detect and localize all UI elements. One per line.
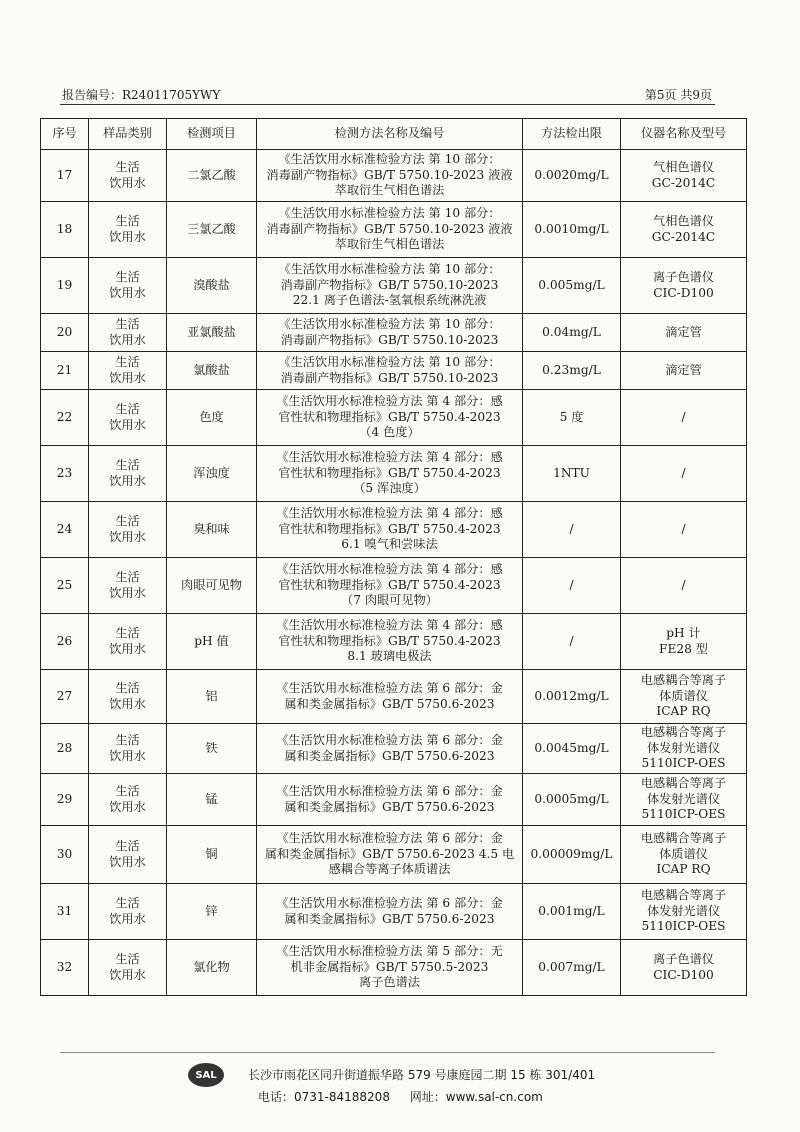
instrument-line: 电感耦合等离子 xyxy=(640,888,727,903)
category-line: 生活 xyxy=(115,402,140,416)
row-number: 31 xyxy=(41,884,89,940)
method-line: 《生活饮用水标准检验方法 第 4 部分：感 xyxy=(276,618,503,633)
test-item: pH 值 xyxy=(167,614,257,670)
test-method xyxy=(257,314,523,352)
method-line: 官性状和物理指标》GB/T 5750.4-2023 xyxy=(278,577,501,592)
method-line: 萃取衍生气相色谱法 xyxy=(334,183,445,198)
instrument xyxy=(621,314,747,352)
col-header-category: 样品类别 xyxy=(89,119,167,150)
test-method xyxy=(257,202,523,258)
method-line: 《生活饮用水标准检验方法 第 4 部分：感 xyxy=(276,506,503,521)
sample-category xyxy=(89,502,167,558)
method-line: 《生活饮用水标准检验方法 第 6 部分：金 xyxy=(276,831,503,846)
category-line: 生活 xyxy=(115,160,140,174)
sample-category xyxy=(89,258,167,314)
category-line: 饮用水 xyxy=(109,175,146,190)
col-header-instrument: 仪器名称及型号 xyxy=(621,119,747,150)
test-method xyxy=(257,670,523,724)
sample-category xyxy=(89,826,167,884)
detection-limit: / xyxy=(523,558,621,614)
category-line: 饮用水 xyxy=(109,799,146,814)
row-number: 19 xyxy=(41,258,89,314)
company-website: 网址：www.sal-cn.com xyxy=(409,1090,543,1104)
method-line: （4 色度） xyxy=(359,425,420,440)
instrument-line: 体质谱仪 xyxy=(659,846,708,861)
sample-category xyxy=(89,150,167,202)
instrument-line: 电感耦合等离子 xyxy=(640,725,727,740)
method-line: 消毒副产物指标》GB/T 5750.10-2023 xyxy=(280,332,499,347)
company-contact xyxy=(258,1088,559,1105)
report-number: 报告编号：R24011705YWY xyxy=(62,88,221,102)
test-item: 氯化物 xyxy=(167,940,257,996)
test-method xyxy=(257,150,523,202)
sample-category xyxy=(89,202,167,258)
test-methods-table xyxy=(40,118,747,996)
instrument-line: 体发射光谱仪 xyxy=(646,740,721,755)
category-line: 生活 xyxy=(115,270,140,284)
instrument-line: 离子色谱仪 xyxy=(653,952,714,966)
method-line: 离子色谱法 xyxy=(359,975,420,990)
method-line: 《生活饮用水标准检验方法 第 6 部分：金 xyxy=(276,681,503,695)
table-row xyxy=(41,390,747,446)
test-method xyxy=(257,940,523,996)
instrument-line: GC-2014C xyxy=(651,229,716,244)
method-line: 感耦合等离子体质谱法 xyxy=(328,862,451,877)
row-number: 24 xyxy=(41,502,89,558)
category-line: 生活 xyxy=(115,733,140,747)
row-number: 21 xyxy=(41,352,89,390)
detection-limit: 0.001mg/L xyxy=(523,884,621,940)
instrument xyxy=(621,826,747,884)
table-row xyxy=(41,502,747,558)
method-line: 22.1 离子色谱法-氢氧根系统淋洗液 xyxy=(292,293,487,308)
instrument-line: 电感耦合等离子 xyxy=(640,673,727,688)
table-row xyxy=(41,150,747,202)
detection-limit: 0.005mg/L xyxy=(523,258,621,314)
method-line: 《生活饮用水标准检验方法 第 5 部分：无 xyxy=(276,944,503,959)
method-line: 萃取衍生气相色谱法 xyxy=(334,237,445,252)
method-line: 《生活饮用水标准检验方法 第 6 部分：金 xyxy=(276,896,503,910)
col-header-method: 检测方法名称及编号 xyxy=(257,119,523,150)
instrument-line: 滴定管 xyxy=(665,362,702,377)
instrument-line: CIC-D100 xyxy=(653,285,714,300)
test-item: 亚氯酸盐 xyxy=(167,314,257,352)
category-line: 生活 xyxy=(115,626,140,640)
category-line: 饮用水 xyxy=(109,585,146,600)
instrument-line: / xyxy=(681,577,686,592)
sample-category xyxy=(89,774,167,826)
category-line: 饮用水 xyxy=(109,285,146,300)
category-line: 饮用水 xyxy=(109,696,146,711)
instrument-line: ICAP RQ xyxy=(656,704,711,719)
row-number: 25 xyxy=(41,558,89,614)
instrument xyxy=(621,774,747,826)
method-line: 属和类金属指标》GB/T 5750.6-2023 xyxy=(284,696,495,711)
method-line: 属和类金属指标》GB/T 5750.6-2023 xyxy=(284,799,495,814)
method-line: 属和类金属指标》GB/T 5750.6-2023 4.5 电 xyxy=(264,846,515,861)
instrument-line: GC-2014C xyxy=(651,175,716,190)
detection-limit: 0.23mg/L xyxy=(523,352,621,390)
test-item: 肉眼可见物 xyxy=(167,558,257,614)
sample-category xyxy=(89,884,167,940)
table-row xyxy=(41,724,747,774)
test-item: 浑浊度 xyxy=(167,446,257,502)
test-item: 氯酸盐 xyxy=(167,352,257,390)
test-method xyxy=(257,826,523,884)
table-row xyxy=(41,670,747,724)
row-number: 18 xyxy=(41,202,89,258)
test-item: 臭和味 xyxy=(167,502,257,558)
instrument-line: 5110ICP-OES xyxy=(641,919,726,934)
instrument-line: 气相色谱仪 xyxy=(653,214,714,228)
method-line: 官性状和物理指标》GB/T 5750.4-2023 xyxy=(278,465,501,480)
table-row xyxy=(41,940,747,996)
sample-category xyxy=(89,558,167,614)
method-line: 消毒副产物指标》GB/T 5750.10-2023 液液 xyxy=(266,221,513,236)
test-method xyxy=(257,614,523,670)
detection-limit: 5 度 xyxy=(523,390,621,446)
row-number: 26 xyxy=(41,614,89,670)
instrument xyxy=(621,558,747,614)
detection-limit: 0.00009mg/L xyxy=(523,826,621,884)
sample-category xyxy=(89,724,167,774)
category-line: 生活 xyxy=(115,952,140,966)
method-line: 消毒副产物指标》GB/T 5750.10-2023 xyxy=(280,370,499,385)
method-line: 机非金属指标》GB/T 5750.5-2023 xyxy=(290,959,489,974)
company-phone: 电话：0731-84188208 xyxy=(258,1090,390,1104)
category-line: 生活 xyxy=(115,784,140,798)
instrument-line: / xyxy=(681,409,686,424)
detection-limit: 1NTU xyxy=(523,446,621,502)
method-line: 官性状和物理指标》GB/T 5750.4-2023 xyxy=(278,521,501,536)
col-header-limit: 方法检出限 xyxy=(523,119,621,150)
instrument xyxy=(621,150,747,202)
category-line: 生活 xyxy=(115,355,140,369)
detection-limit: / xyxy=(523,614,621,670)
table-row xyxy=(41,774,747,826)
test-item: 三氯乙酸 xyxy=(167,202,257,258)
instrument xyxy=(621,724,747,774)
sample-category xyxy=(89,352,167,390)
category-line: 饮用水 xyxy=(109,332,146,347)
method-line: 消毒副产物指标》GB/T 5750.10-2023 液液 xyxy=(266,167,513,182)
row-number: 17 xyxy=(41,150,89,202)
instrument-line: 滴定管 xyxy=(665,324,702,339)
instrument xyxy=(621,884,747,940)
category-line: 饮用水 xyxy=(109,370,146,385)
category-line: 饮用水 xyxy=(109,641,146,656)
sample-category xyxy=(89,390,167,446)
row-number: 30 xyxy=(41,826,89,884)
sample-category xyxy=(89,940,167,996)
test-item: 锌 xyxy=(167,884,257,940)
category-line: 饮用水 xyxy=(109,967,146,982)
method-line: 8.1 玻璃电极法 xyxy=(347,649,432,664)
category-line: 生活 xyxy=(115,896,140,910)
table-row xyxy=(41,446,747,502)
detection-limit: 0.0020mg/L xyxy=(523,150,621,202)
table-row xyxy=(41,352,747,390)
row-number: 22 xyxy=(41,390,89,446)
test-method xyxy=(257,352,523,390)
category-line: 生活 xyxy=(115,839,140,853)
test-method xyxy=(257,390,523,446)
sample-category xyxy=(89,614,167,670)
category-line: 生活 xyxy=(115,681,140,695)
instrument xyxy=(621,502,747,558)
method-line: （5 浑浊度） xyxy=(353,481,426,496)
instrument xyxy=(621,202,747,258)
company-logo: SAL xyxy=(188,1063,224,1087)
table-row xyxy=(41,884,747,940)
method-line: 消毒副产物指标》GB/T 5750.10-2023 xyxy=(280,277,499,292)
sample-category xyxy=(89,314,167,352)
instrument xyxy=(621,446,747,502)
test-item: 色度 xyxy=(167,390,257,446)
test-item: 溴酸盐 xyxy=(167,258,257,314)
method-line: 《生活饮用水标准检验方法 第 4 部分：感 xyxy=(276,562,503,577)
method-line: 《生活饮用水标准检验方法 第 4 部分：感 xyxy=(276,450,503,465)
category-line: 生活 xyxy=(115,570,140,584)
col-header-item: 检测项目 xyxy=(167,119,257,150)
detection-limit: / xyxy=(523,502,621,558)
row-number: 27 xyxy=(41,670,89,724)
instrument-line: / xyxy=(681,521,686,536)
instrument xyxy=(621,352,747,390)
category-line: 生活 xyxy=(115,514,140,528)
row-number: 32 xyxy=(41,940,89,996)
detection-limit: 0.0005mg/L xyxy=(523,774,621,826)
row-number: 29 xyxy=(41,774,89,826)
method-line: 《生活饮用水标准检验方法 第 4 部分：感 xyxy=(276,394,503,409)
test-method xyxy=(257,502,523,558)
instrument-line: 离子色谱仪 xyxy=(653,270,714,284)
footer-divider xyxy=(60,1052,715,1053)
test-item: 二氯乙酸 xyxy=(167,150,257,202)
test-item: 铁 xyxy=(167,724,257,774)
category-line: 饮用水 xyxy=(109,854,146,869)
method-line: 官性状和物理指标》GB/T 5750.4-2023 xyxy=(278,633,501,648)
company-address: 长沙市雨花区同升街道振华路 579 号康庭园二期 15 栋 301/401 xyxy=(248,1068,596,1082)
method-line: 《生活饮用水标准检验方法 第 10 部分： xyxy=(278,317,501,331)
table-row xyxy=(41,258,747,314)
category-line: 生活 xyxy=(115,214,140,228)
category-line: 饮用水 xyxy=(109,473,146,488)
instrument-line: / xyxy=(681,465,686,480)
page-info: 第5页 共9页 xyxy=(644,88,712,102)
detection-limit: 0.0045mg/L xyxy=(523,724,621,774)
instrument-line: 电感耦合等离子 xyxy=(640,831,727,846)
instrument-line: 气相色谱仪 xyxy=(653,160,714,174)
test-method xyxy=(257,724,523,774)
test-method xyxy=(257,446,523,502)
instrument-line: 5110ICP-OES xyxy=(641,807,726,822)
category-line: 饮用水 xyxy=(109,229,146,244)
instrument-line: 体发射光谱仪 xyxy=(646,791,721,806)
method-line: 官性状和物理指标》GB/T 5750.4-2023 xyxy=(278,409,501,424)
test-method xyxy=(257,884,523,940)
detection-limit: 0.0012mg/L xyxy=(523,670,621,724)
detection-limit: 0.007mg/L xyxy=(523,940,621,996)
sample-category xyxy=(89,670,167,724)
detection-limit: 0.0010mg/L xyxy=(523,202,621,258)
instrument xyxy=(621,940,747,996)
method-line: （7 肉眼可见物） xyxy=(341,593,438,608)
test-method xyxy=(257,258,523,314)
category-line: 饮用水 xyxy=(109,748,146,763)
table-row xyxy=(41,826,747,884)
instrument-line: ICAP RQ xyxy=(656,862,711,877)
instrument-line: pH 计 xyxy=(666,626,701,640)
header-divider xyxy=(60,104,715,105)
category-line: 饮用水 xyxy=(109,911,146,926)
method-line: 《生活饮用水标准检验方法 第 6 部分：金 xyxy=(276,733,503,747)
row-number: 28 xyxy=(41,724,89,774)
method-line: 属和类金属指标》GB/T 5750.6-2023 xyxy=(284,748,495,763)
category-line: 饮用水 xyxy=(109,417,146,432)
method-line: 属和类金属指标》GB/T 5750.6-2023 xyxy=(284,911,495,926)
method-line: 《生活饮用水标准检验方法 第 10 部分： xyxy=(278,262,501,277)
method-line: 《生活饮用水标准检验方法 第 10 部分： xyxy=(278,206,501,221)
table-row xyxy=(41,558,747,614)
test-item: 铝 xyxy=(167,670,257,724)
instrument xyxy=(621,614,747,670)
method-line: 《生活饮用水标准检验方法 第 6 部分：金 xyxy=(276,784,503,798)
sample-category xyxy=(89,446,167,502)
category-line: 饮用水 xyxy=(109,529,146,544)
instrument-line: 体发射光谱仪 xyxy=(646,903,721,918)
test-method xyxy=(257,774,523,826)
instrument xyxy=(621,390,747,446)
instrument-line: FE28 型 xyxy=(659,641,708,656)
instrument xyxy=(621,258,747,314)
category-line: 生活 xyxy=(115,317,140,331)
table-header-row xyxy=(41,119,747,150)
table-row xyxy=(41,614,747,670)
method-line: 《生活饮用水标准检验方法 第 10 部分： xyxy=(278,152,501,167)
instrument xyxy=(621,670,747,724)
row-number: 20 xyxy=(41,314,89,352)
category-line: 生活 xyxy=(115,458,140,472)
row-number: 23 xyxy=(41,446,89,502)
test-item: 锰 xyxy=(167,774,257,826)
col-header-no: 序号 xyxy=(41,119,89,150)
table-row xyxy=(41,314,747,352)
table-row xyxy=(41,202,747,258)
method-line: 《生活饮用水标准检验方法 第 10 部分： xyxy=(278,355,501,369)
instrument-line: CIC-D100 xyxy=(653,967,714,982)
method-line: 6.1 嗅气和尝味法 xyxy=(341,537,438,552)
test-method xyxy=(257,558,523,614)
test-item: 铜 xyxy=(167,826,257,884)
detection-limit: 0.04mg/L xyxy=(523,314,621,352)
instrument-line: 5110ICP-OES xyxy=(641,756,726,771)
instrument-line: 体质谱仪 xyxy=(659,688,708,703)
instrument-line: 电感耦合等离子 xyxy=(640,776,727,791)
